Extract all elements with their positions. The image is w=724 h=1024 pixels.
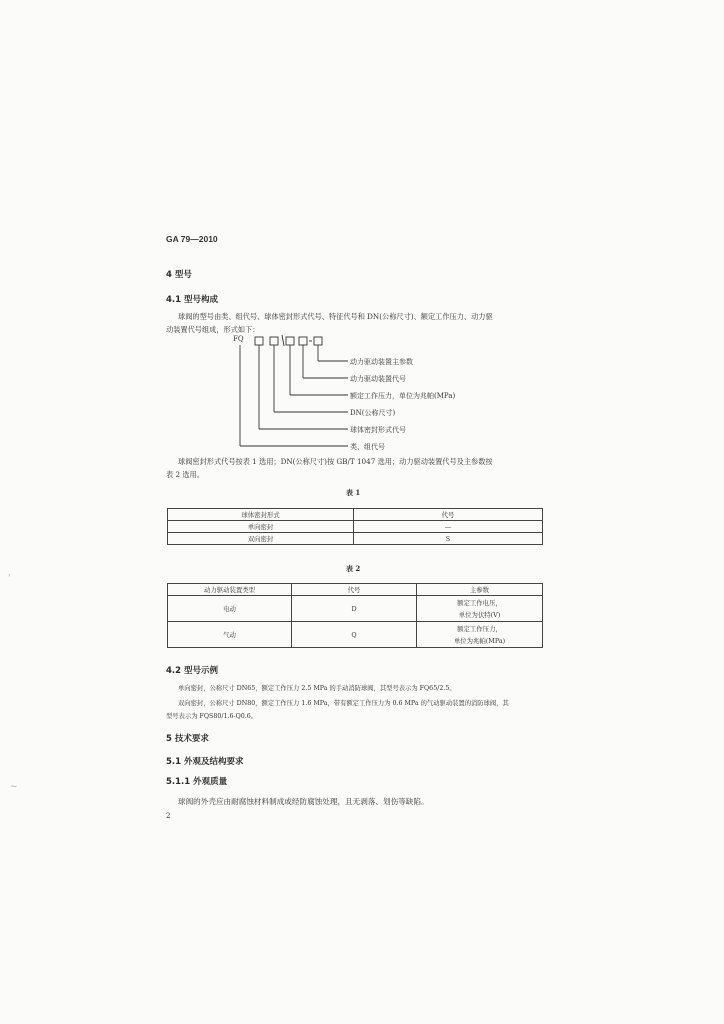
after-line-1: 球阀密封形式代号按表 1 选用；DN(公称尺寸)按 GB/T 1047 选用；动力驱动装置代号及主参数按 <box>178 457 493 466</box>
param-line: 单位为伏特(V) <box>458 610 501 619</box>
table-2 <box>167 583 543 648</box>
section-5-title: 5 技术要求 <box>166 734 209 744</box>
label-dn: DN(公称尺寸) <box>350 409 396 417</box>
document-id: GA 79—2010 <box>166 234 218 244</box>
table-2-header: 代号 <box>292 584 417 596</box>
table-1-header: 代号 <box>354 509 543 521</box>
table-1 <box>167 508 543 545</box>
label-drive-code: 动力驱动装置代号 <box>350 375 406 383</box>
table-1-cell: 单向密封 <box>168 521 354 533</box>
section-5-1-title: 5.1 外观及结构要求 <box>166 757 244 767</box>
model-structure-diagram <box>230 333 530 455</box>
table-1-cell: S <box>354 533 543 545</box>
table-2-cell: 气动 <box>168 622 292 648</box>
table-1-header: 球体密封形式 <box>168 509 354 521</box>
section-4-2-title: 4.2 型号示例 <box>166 666 219 676</box>
table-2-caption: 表 2 <box>346 564 361 573</box>
label-pressure: 额定工作压力，单位为兆帕(MPa) <box>350 392 456 400</box>
label-drive-param: 动力驱动装置主参数 <box>350 358 413 366</box>
intro-line-2: 动装置代号组成，形式如下： <box>166 325 260 334</box>
param-line: 额定工作电压， <box>457 598 502 607</box>
after-line-2: 表 2 选用。 <box>166 470 204 479</box>
example-1: 单向密封，公称尺寸 DN65，额定工作压力 2.5 MPa 的手动消防球阀，其型号表示为 FQ65/2.5。 <box>178 685 456 692</box>
scan-mark: ' <box>8 574 11 584</box>
page-number: 2 <box>166 812 171 820</box>
param-line: 额定工作压力， <box>457 624 502 633</box>
section-4-1-title: 4.1 型号构成 <box>166 295 219 305</box>
param-line: 单位为兆帕(MPa) <box>453 636 506 645</box>
example-2-line-2: 型号表示为 FQS80/1.6-Q0.6。 <box>166 713 258 720</box>
section-5-1-1-text: 球阀的外壳应由耐腐蚀材料制成或经防腐蚀处理，且无剥落、划伤等缺陷。 <box>178 797 429 806</box>
table-1-cell: — <box>354 521 543 533</box>
table-2-cell: D <box>292 596 417 622</box>
table-2-header: 动力驱动装置类型 <box>168 584 292 596</box>
model-prefix: FQ <box>233 335 244 343</box>
table-2-cell: 电动 <box>168 596 292 622</box>
section-4-title: 4 型号 <box>166 270 192 280</box>
table-1-caption: 表 1 <box>346 488 361 497</box>
intro-line-1: 球阀的型号由类、组代号、球体密封形式代号、特征代号和 DN(公称尺寸)、额定工作压力、动力驱 <box>178 312 493 321</box>
table-1-cell: 双向密封 <box>168 533 354 545</box>
table-2-cell <box>417 622 543 648</box>
table-2-header: 主参数 <box>417 584 543 596</box>
table-2-cell <box>417 596 543 622</box>
table-2-cell: Q <box>292 622 417 648</box>
scan-mark: ~ <box>10 782 18 792</box>
example-2-line-1: 双向密封，公称尺寸 DN80，额定工作压力 1.6 MPa，带有额定工作压力为 0.6 MPa 的气动驱动装置的消防球阀，其 <box>178 700 509 707</box>
label-seal-code: 球体密封形式代号 <box>350 426 406 434</box>
section-5-1-1-title: 5.1.1 外观质量 <box>166 777 228 787</box>
label-class-code: 类、组代号 <box>350 443 385 451</box>
